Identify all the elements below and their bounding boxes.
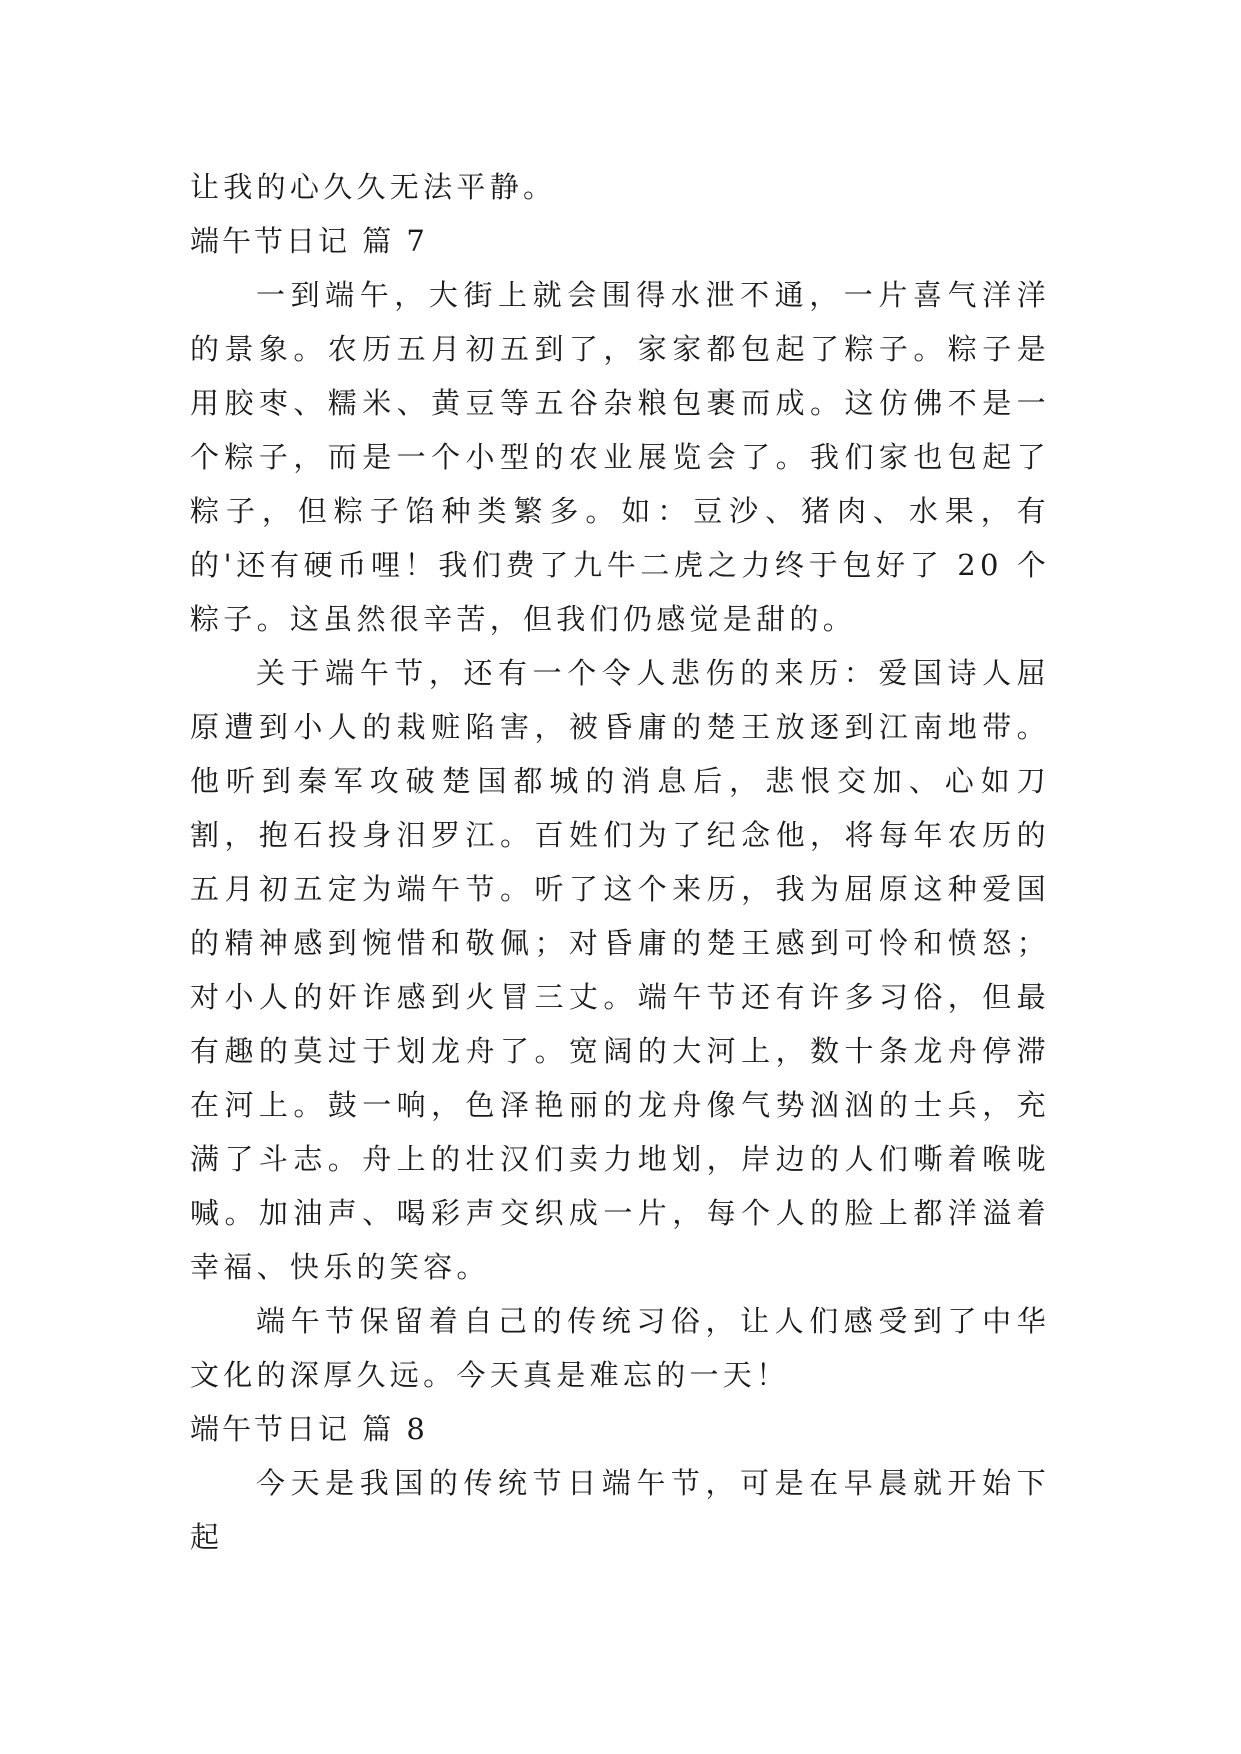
paragraph: 关于端午节，还有一个令人悲伤的来历：爱国诗人屈原遭到小人的栽赃陷害，被昏庸的楚王放逐到江南地带。他听到秦军攻破楚国都城的消息后，悲恨交加、心如刀割，抱石投身汨罗江。百姓们为了纪念他，将每年农历的五月初五定为端午节。听了这个来历，我为屈原这种爱国的精神感到惋惜和敬佩；对昏庸的楚王感到可怜和愤怒；对小人的奸诈感到火冒三丈。端午节还有许多习俗，但最有趣的莫过于划龙舟了。宽阔的大河上，数十条龙舟停滞在河上。鼓一响，色泽艳丽的龙舟像气势汹汹的士兵，充满了斗志。舟上的壮汉们卖力地划，岸边的人们嘶着喉咙喊。加油声、喝彩声交织成一片，每个人的脸上都洋溢着幸福、快乐的笑容。 xyxy=(190,656,1050,1284)
paragraph: 端午节保留着自己的传统习俗，让人们感受到了中华文化的深厚久远。今天真是难忘的一天！ xyxy=(190,1304,1050,1392)
section-heading-8: 端午节日记 篇 8 xyxy=(190,1412,428,1446)
section-heading-7: 端午节日记 篇 7 xyxy=(190,224,428,258)
paragraph: 今天是我国的传统节日端午节，可是在早晨就开始下起 xyxy=(190,1466,1050,1554)
document-body xyxy=(190,160,1050,1564)
paragraph: 一到端午，大街上就会围得水泄不通，一片喜气洋洋的景象。农历五月初五到了，家家都包起了粽子。粽子是用胶枣、糯米、黄豆等五谷杂粮包裹而成。这仿佛不是一个粽子，而是一个小型的农业展览会了。我们家也包起了粽子，但粽子馅种类繁多。如：豆沙、猪肉、水果，有的'还有硬币哩！我们费了九牛二虎之力终于包好了 20 个粽子。这虽然很辛苦，但我们仍感觉是甜的。 xyxy=(190,278,1050,636)
continuation-line: 让我的心久久无法平静。 xyxy=(190,170,557,204)
